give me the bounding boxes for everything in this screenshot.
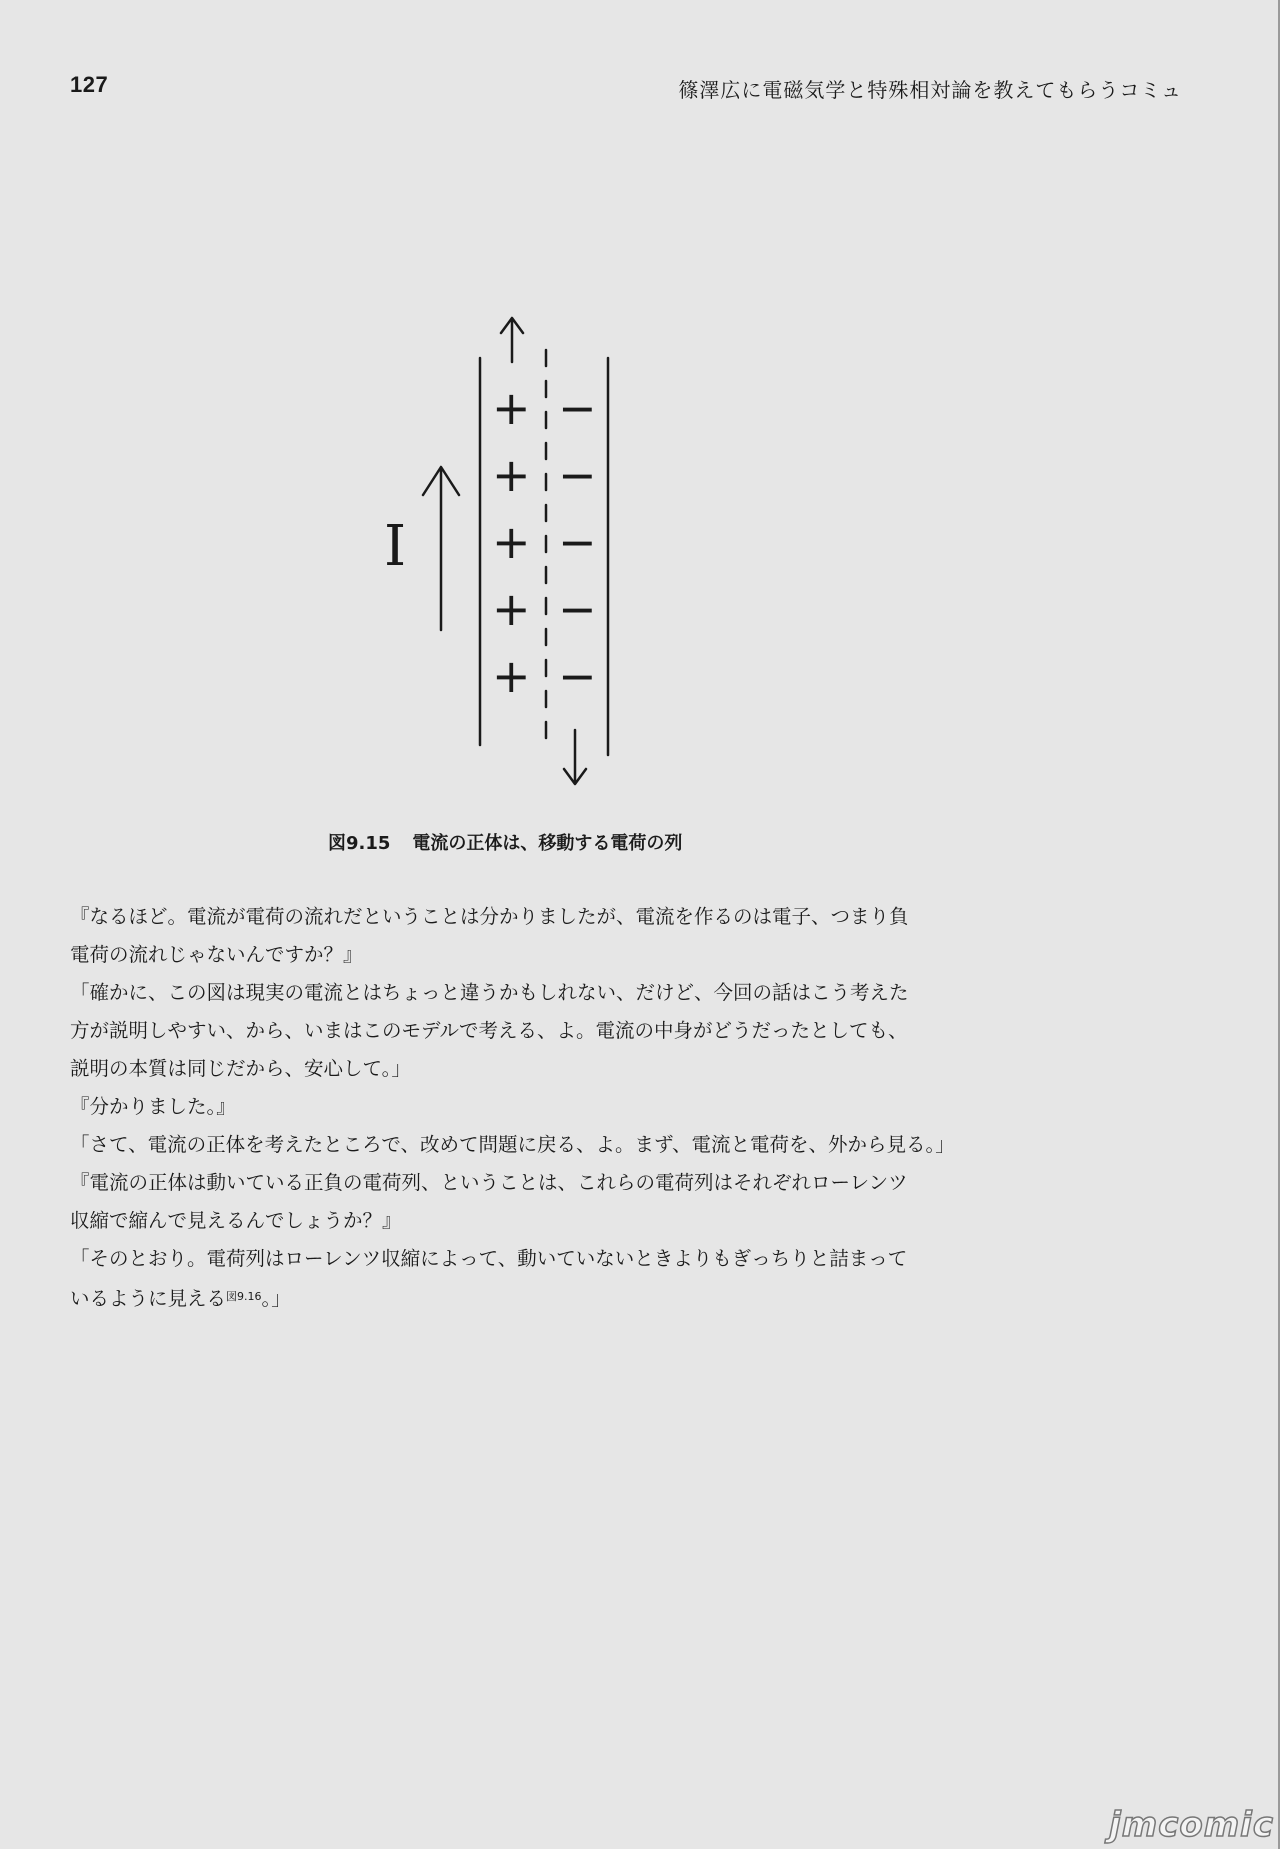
paragraph xyxy=(70,1126,1030,1164)
text-line: 「そのとおり。電荷列はローレンツ収縮によって、動いていないときよりもぎっちりと詰まって xyxy=(70,1247,908,1270)
body-text xyxy=(70,898,1030,1318)
positive-charge: + xyxy=(492,448,531,502)
up-arrow-icon xyxy=(501,318,523,362)
positive-charge: + xyxy=(492,649,531,703)
figure-9-15 xyxy=(350,300,650,800)
text-line: 「確かに、この図は現実の電流とはちょっと違うかもしれない、だけど、今回の話はこう考えた xyxy=(70,981,909,1004)
text-line: 『なるほど。電流が電荷の流れだということは分かりましたが、電流を作るのは電子、つまり負 xyxy=(70,905,909,928)
text-line: 説明の本質は同じだから、安心して。」 xyxy=(70,1057,411,1080)
text-segment: いるように見える xyxy=(70,1286,227,1310)
figure-caption xyxy=(328,829,682,855)
figure-caption-label: 図9.15 xyxy=(328,833,391,854)
positive-charge: + xyxy=(492,582,531,636)
paragraph xyxy=(70,1240,1030,1318)
paragraph xyxy=(70,1088,1030,1126)
page-number: 127 xyxy=(70,72,109,97)
text-line: 収縮で縮んで見えるんでしょうか？』 xyxy=(70,1209,402,1232)
down-arrow-icon xyxy=(564,730,586,784)
paragraph xyxy=(70,1164,1030,1240)
current-arrow-icon xyxy=(423,467,459,630)
negative-charge: − xyxy=(558,582,597,636)
text-line: 電荷の流れじゃないんですか？』 xyxy=(70,943,363,966)
text-line: 『分かりました。』 xyxy=(70,1095,236,1118)
paragraph xyxy=(70,898,1030,974)
positive-charge: + xyxy=(492,381,531,435)
watermark-logo: jmcomic xyxy=(1109,1805,1274,1845)
text-line xyxy=(70,1278,1030,1318)
text-line: 方が説明しやすい、から、いまはこのモデルで考える、よ。電流の中身がどうだったとしても、 xyxy=(70,1019,908,1042)
current-label: I xyxy=(384,514,407,579)
text-line: 『電流の正体は動いている正負の電荷列、ということは、これらの電荷列はそれぞれローレンツ xyxy=(70,1171,908,1194)
negative-charge-column xyxy=(558,381,597,703)
text-segment: 。」 xyxy=(261,1286,291,1310)
figure-reference: 図9.16 xyxy=(226,1290,262,1303)
positive-charge: + xyxy=(492,515,531,569)
negative-charge: − xyxy=(558,448,597,502)
charge-row-diagram xyxy=(350,300,650,800)
negative-charge: − xyxy=(558,381,597,435)
paragraph xyxy=(70,974,1030,1088)
text-line: 「さて、電流の正体を考えたところで、改めて問題に戻る、よ。まず、電流と電荷を、外から見る。」 xyxy=(70,1133,955,1156)
figure-caption-text: 電流の正体は、移動する電荷の列 xyxy=(412,833,683,854)
negative-charge: − xyxy=(558,649,597,703)
positive-charge-column xyxy=(492,381,531,703)
running-head: 篠澤広に電磁気学と特殊相対論を教えてもらうコミュ xyxy=(678,78,1182,102)
negative-charge: − xyxy=(558,515,597,569)
